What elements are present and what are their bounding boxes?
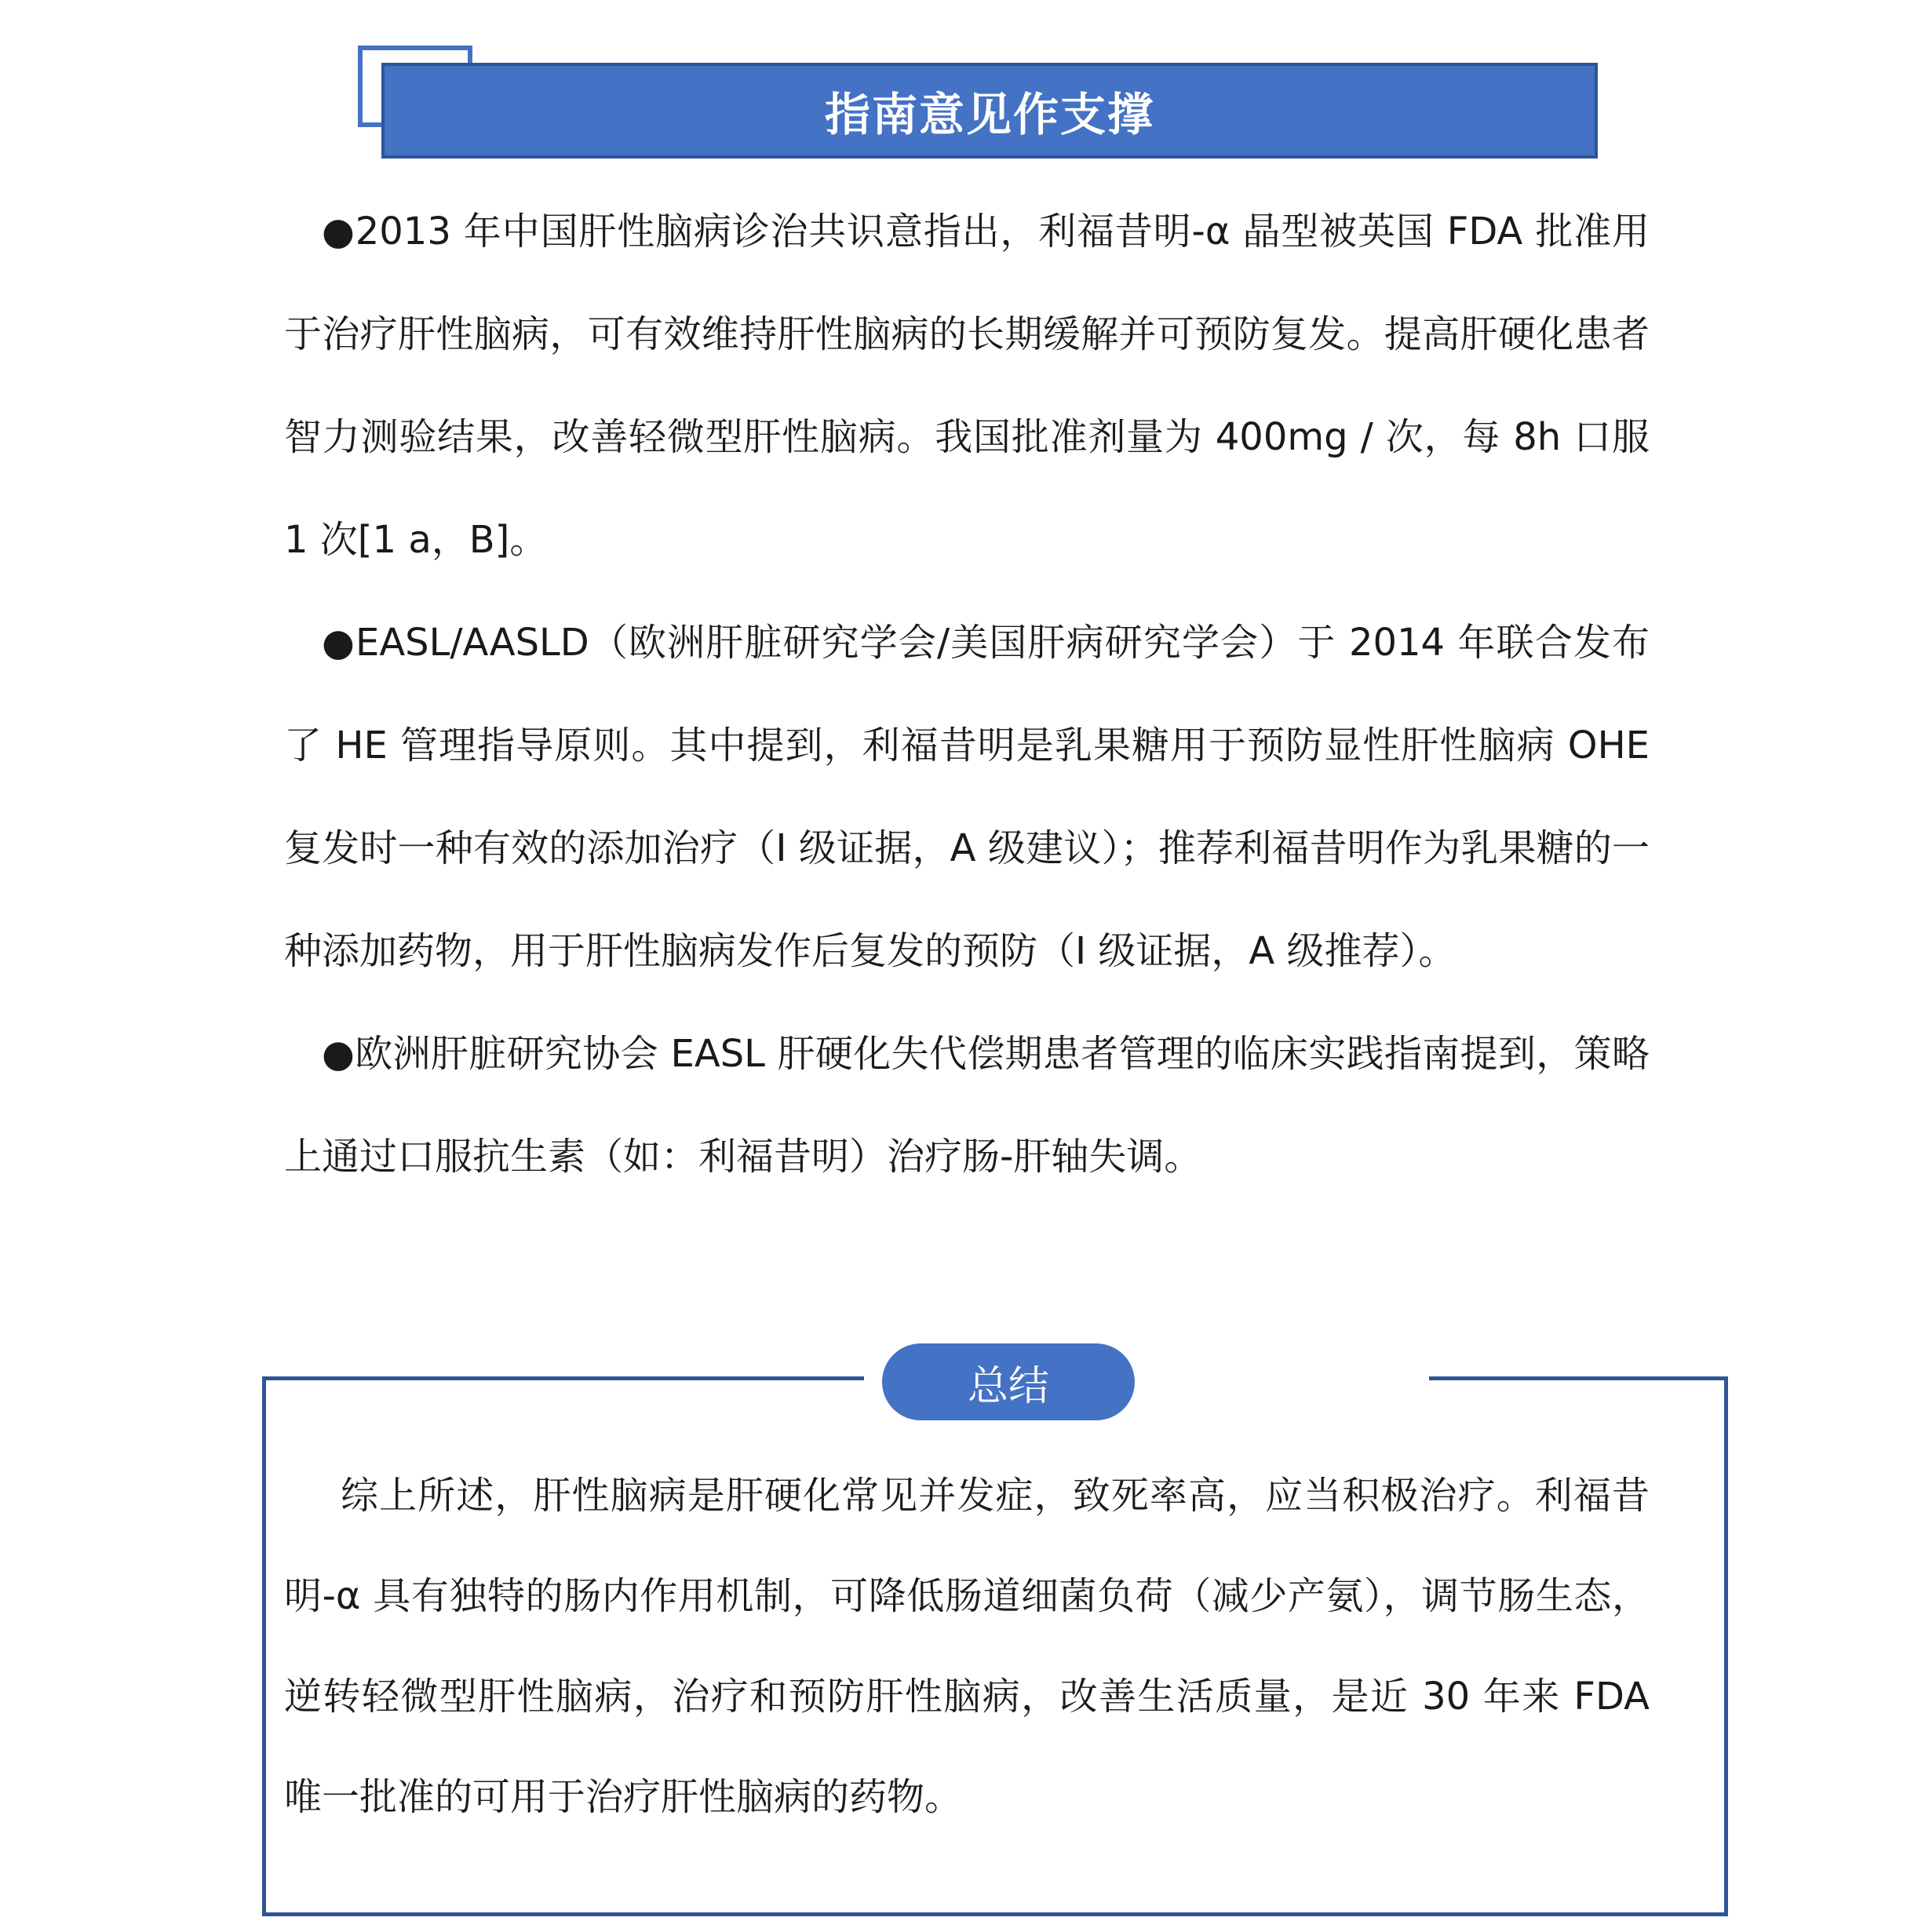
section-title: 指南意见作支撑 [824,88,1154,141]
guideline-paragraph-2: ●EASL/AASLD（欧洲肝脏研究学会/美国肝病研究学会）于 2014 年联合发布了 HE 管理指导原则。其中提到，利福昔明是乳果糖用于预防显性肝性脑病 OHE 复发时一种有效的添加治疗（I 级证据，A 级建议）；推荐利福昔明作为乳果糖的一种添加药物，用于肝性脑病发作后复发的预防（I 级证据，A 级推荐）。 [284,621,1650,973]
header-banner [381,63,1598,159]
guideline-content [284,180,1650,1208]
guideline-paragraph-3: ●欧洲肝脏研究协会 EASL 肝硬化失代偿期患者管理的临床实践指南提到，策略上通过口服抗生素（如：利福昔明）治疗肠-肝轴失调。 [284,1032,1650,1179]
summary-tag-label: 总结 [967,1362,1049,1410]
guideline-paragraph-1: ●2013 年中国肝性脑病诊治共识意指出，利福昔明-α 晶型被英国 FDA 批准用于治疗肝性脑病，可有效维持肝性脑病的长期缓解并可预防复发。提高肝硬化患者智力测验结果，改善轻微型肝性脑病。我国批准剂量为 400mg / 次，每 8h 口服 1 次[1 a，B]。 [284,210,1650,562]
section-header [358,46,1598,163]
summary-text: 综上所述，肝性脑病是肝硬化常见并发症，致死率高，应当积极治疗。利福昔明-α 具有独特的肠内作用机制，可降低肠道细菌负荷（减少产氨），调节肠生态，逆转轻微型肝性脑病，治疗和预防肝性脑病，改善生活质量，是近 30 年来 FDA 唯一批准的可用于治疗肝性脑病的药物。 [284,1474,1650,1819]
summary-tag [882,1343,1135,1420]
